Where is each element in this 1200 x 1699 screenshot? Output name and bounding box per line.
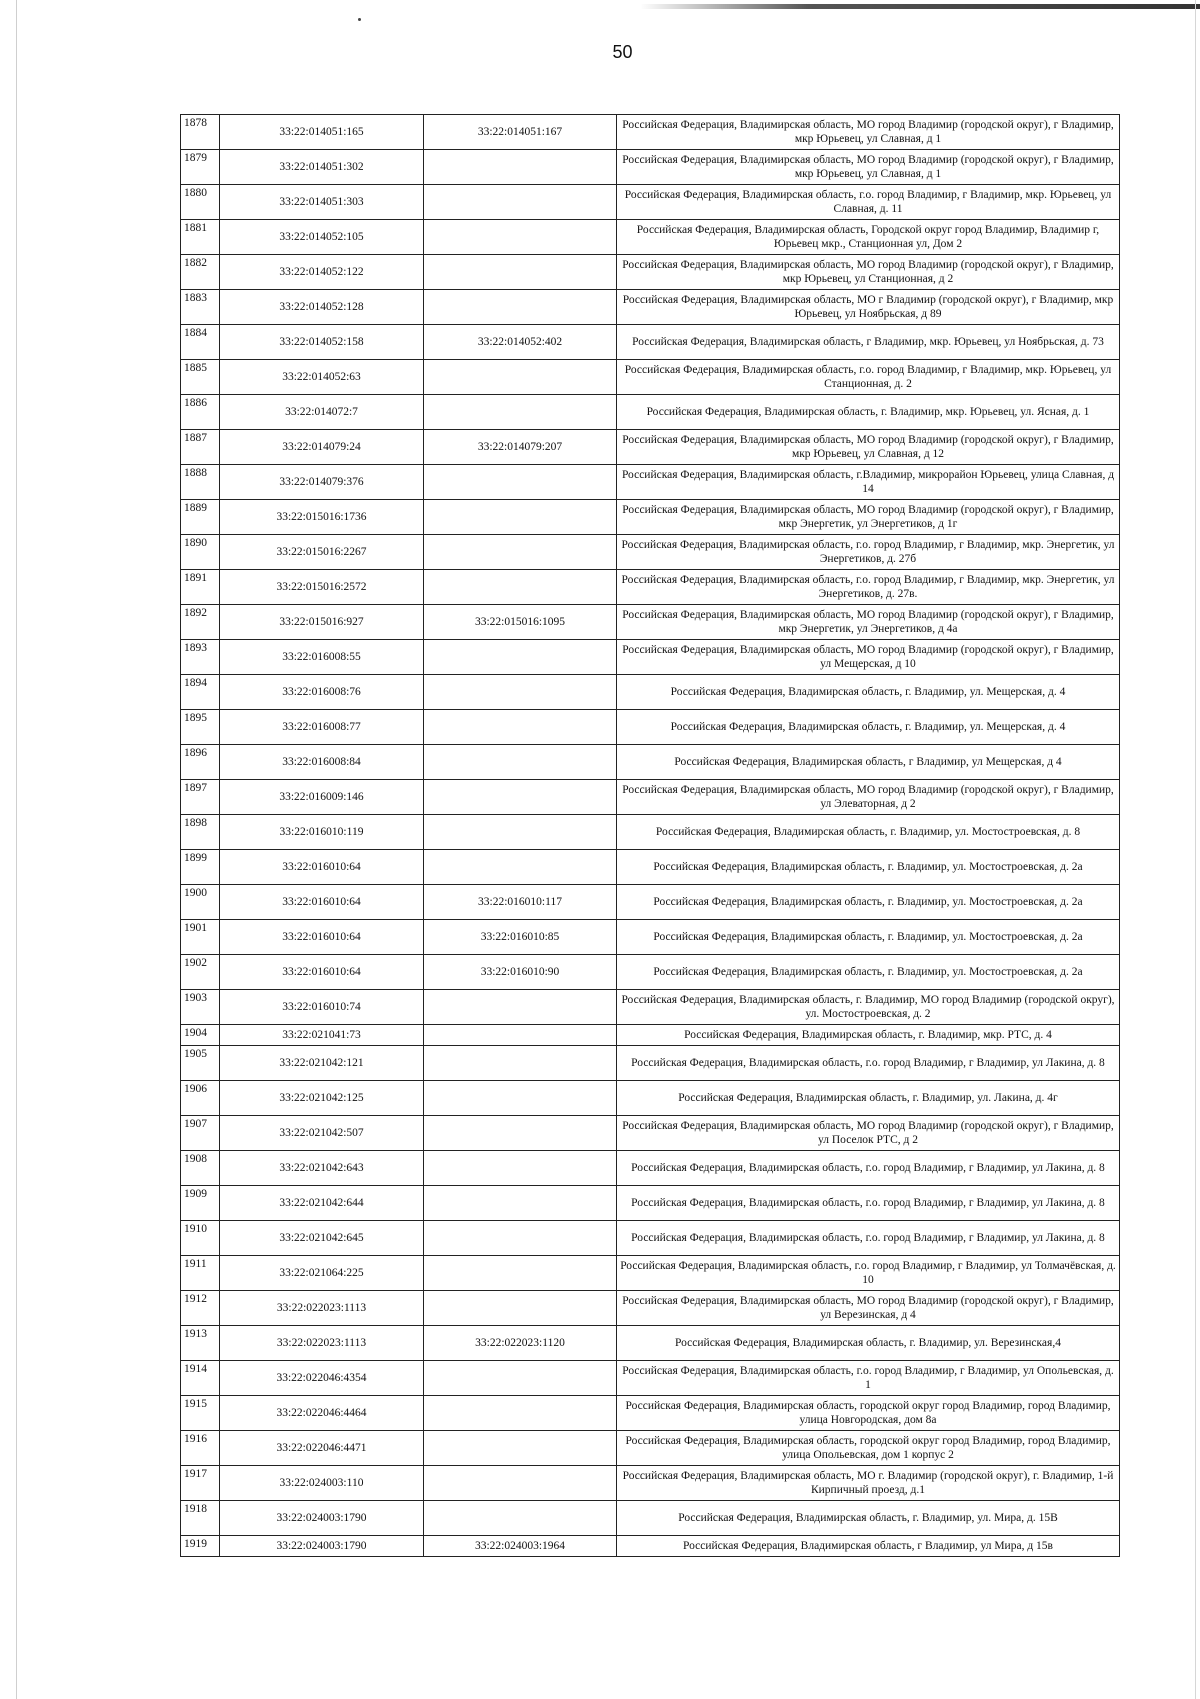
- table-row: [181, 1291, 1120, 1326]
- cadastral-number: 33:22:016010:64: [220, 885, 424, 920]
- related-cadastral-number: [424, 815, 617, 850]
- row-number: 1915: [181, 1396, 220, 1431]
- table-row: [181, 430, 1120, 465]
- row-number: 1912: [181, 1291, 220, 1326]
- address: Российская Федерация, Владимирская область, МО город Владимир (городской округ), г Владимир, ул Верезинская, д 4: [617, 1291, 1120, 1326]
- cadastral-number: 33:22:014052:158: [220, 325, 424, 360]
- related-cadastral-number: [424, 1046, 617, 1081]
- address: Российская Федерация, Владимирская область, г.о. город Владимир, г Владимир, мкр. Энергетик, ул Энергетиков, д. 27б: [617, 535, 1120, 570]
- table-row: [181, 535, 1120, 570]
- cadastral-number: 33:22:021042:121: [220, 1046, 424, 1081]
- row-number: 1886: [181, 395, 220, 430]
- cadastral-number: 33:22:015016:1736: [220, 500, 424, 535]
- related-cadastral-number: [424, 1025, 617, 1046]
- table-row: [181, 675, 1120, 710]
- table-row: [181, 1536, 1120, 1557]
- cadastral-number: 33:22:021064:225: [220, 1256, 424, 1291]
- address: Российская Федерация, Владимирская область, Городской округ город Владимир, Владимир г, Юрьевец мкр., Станционная ул, Дом 2: [617, 220, 1120, 255]
- related-cadastral-number: 33:22:016010:85: [424, 920, 617, 955]
- address: Российская Федерация, Владимирская область, МО город Владимир (городской округ), г Владимир, мкр Юрьевец, ул Славная, д 1: [617, 150, 1120, 185]
- related-cadastral-number: 33:22:024003:1964: [424, 1536, 617, 1557]
- address: Российская Федерация, Владимирская область, г.о. город Владимир, г Владимир, ул Лакина, д. 8: [617, 1221, 1120, 1256]
- address: Российская Федерация, Владимирская область, г. Владимир, ул. Мостостроевская, д. 2а: [617, 850, 1120, 885]
- table-row: [181, 850, 1120, 885]
- cadastral-number: 33:22:021042:644: [220, 1186, 424, 1221]
- cadastral-number: 33:22:015016:2572: [220, 570, 424, 605]
- related-cadastral-number: [424, 850, 617, 885]
- related-cadastral-number: 33:22:022023:1120: [424, 1326, 617, 1361]
- table-row: [181, 1256, 1120, 1291]
- address: Российская Федерация, Владимирская область, г. Владимир, ул. Мостостроевская, д. 2а: [617, 955, 1120, 990]
- row-number: 1891: [181, 570, 220, 605]
- row-number: 1881: [181, 220, 220, 255]
- address: Российская Федерация, Владимирская область, г.о. город Владимир, г Владимир, ул Лакина, д. 8: [617, 1151, 1120, 1186]
- row-number: 1919: [181, 1536, 220, 1557]
- table-row: [181, 1431, 1120, 1466]
- cadastral-number: 33:22:016008:84: [220, 745, 424, 780]
- cadastral-number: 33:22:014051:303: [220, 185, 424, 220]
- related-cadastral-number: [424, 1151, 617, 1186]
- row-number: 1898: [181, 815, 220, 850]
- row-number: 1899: [181, 850, 220, 885]
- row-number: 1907: [181, 1116, 220, 1151]
- address: Российская Федерация, Владимирская область, г.о. город Владимир, г Владимир, ул Опольевская, д. 1: [617, 1361, 1120, 1396]
- address: Российская Федерация, Владимирская область, г. Владимир, мкр. Юрьевец, ул. Ясная, д. 1: [617, 395, 1120, 430]
- row-number: 1911: [181, 1256, 220, 1291]
- related-cadastral-number: [424, 710, 617, 745]
- address: Российская Федерация, Владимирская область, г.о. город Владимир, г Владимир, мкр. Энергетик, ул Энергетиков, д. 27в.: [617, 570, 1120, 605]
- address: Российская Федерация, Владимирская область, МО город Владимир (городской округ), г Владимир, мкр Энергетик, ул Энергетиков, д 4а: [617, 605, 1120, 640]
- related-cadastral-number: [424, 1396, 617, 1431]
- cadastral-number: 33:22:014052:122: [220, 255, 424, 290]
- table-row: [181, 1151, 1120, 1186]
- related-cadastral-number: 33:22:016010:90: [424, 955, 617, 990]
- table-row: [181, 955, 1120, 990]
- related-cadastral-number: [424, 1256, 617, 1291]
- related-cadastral-number: [424, 780, 617, 815]
- row-number: 1916: [181, 1431, 220, 1466]
- address: Российская Федерация, Владимирская область, МО город Владимир (городской округ), г Владимир, ул Элеваторная, д 2: [617, 780, 1120, 815]
- table-row: [181, 1186, 1120, 1221]
- related-cadastral-number: [424, 1081, 617, 1116]
- row-number: 1878: [181, 115, 220, 150]
- cadastral-number: 33:22:021041:73: [220, 1025, 424, 1046]
- row-number: 1887: [181, 430, 220, 465]
- table-row: [181, 1466, 1120, 1501]
- related-cadastral-number: [424, 150, 617, 185]
- row-number: 1918: [181, 1501, 220, 1536]
- cadastral-number: 33:22:014051:165: [220, 115, 424, 150]
- table-row: [181, 220, 1120, 255]
- cadastral-number: 33:22:014051:302: [220, 150, 424, 185]
- address: Российская Федерация, Владимирская область, МО город Владимир (городской округ), г Владимир, мкр Юрьевец, ул Славная, д 1: [617, 115, 1120, 150]
- cadastral-number: 33:22:016010:119: [220, 815, 424, 850]
- row-number: 1909: [181, 1186, 220, 1221]
- row-number: 1903: [181, 990, 220, 1025]
- address: Российская Федерация, Владимирская область, г. Владимир, ул. Мира, д. 15В: [617, 1501, 1120, 1536]
- row-number: 1913: [181, 1326, 220, 1361]
- cadastral-number: 33:22:021042:507: [220, 1116, 424, 1151]
- row-number: 1904: [181, 1025, 220, 1046]
- related-cadastral-number: [424, 990, 617, 1025]
- table-row: [181, 500, 1120, 535]
- related-cadastral-number: [424, 535, 617, 570]
- address: Российская Федерация, Владимирская область, г.о. город Владимир, г Владимир, мкр. Юрьевец, ул Станционная, д. 2: [617, 360, 1120, 395]
- address: Российская Федерация, Владимирская область, г. Владимир, ул. Мостостроевская, д. 2а: [617, 920, 1120, 955]
- cadastral-number: 33:22:014072:7: [220, 395, 424, 430]
- cadastral-number: 33:22:016010:74: [220, 990, 424, 1025]
- address: Российская Федерация, Владимирская область, г. Владимир, ул. Верезинская,4: [617, 1326, 1120, 1361]
- table-row: [181, 1501, 1120, 1536]
- cadastral-number: 33:22:016010:64: [220, 955, 424, 990]
- related-cadastral-number: [424, 640, 617, 675]
- cadastral-number: 33:22:016009:146: [220, 780, 424, 815]
- cadastral-number: 33:22:016008:55: [220, 640, 424, 675]
- table-row: [181, 360, 1120, 395]
- table-row: [181, 1361, 1120, 1396]
- table-row: [181, 1025, 1120, 1046]
- scan-dot: [358, 18, 361, 21]
- row-number: 1885: [181, 360, 220, 395]
- cadastral-number: 33:22:014079:376: [220, 465, 424, 500]
- address: Российская Федерация, Владимирская область, городской округ город Владимир, город Владимир, улица Новгородская, дом 8а: [617, 1396, 1120, 1431]
- address: Российская Федерация, Владимирская область, г Владимир, ул Мира, д 15в: [617, 1536, 1120, 1557]
- address: Российская Федерация, Владимирская область, г. Владимир, ул. Лакина, д. 4г: [617, 1081, 1120, 1116]
- cadastral-number: 33:22:015016:927: [220, 605, 424, 640]
- related-cadastral-number: [424, 1501, 617, 1536]
- table-row: [181, 640, 1120, 675]
- related-cadastral-number: [424, 255, 617, 290]
- row-number: 1910: [181, 1221, 220, 1256]
- cadastral-number: 33:22:024003:1790: [220, 1501, 424, 1536]
- address: Российская Федерация, Владимирская область, г.Владимир, микрорайон Юрьевец, улица Славная, д 14: [617, 465, 1120, 500]
- cadastral-number: 33:22:016008:76: [220, 675, 424, 710]
- cadastral-number: 33:22:022046:4471: [220, 1431, 424, 1466]
- table-row: [181, 150, 1120, 185]
- table-row: [181, 710, 1120, 745]
- address: Российская Федерация, Владимирская область, МО г. Владимир (городской округ), г. Владимир, 1-й Кирпичный проезд, д.1: [617, 1466, 1120, 1501]
- related-cadastral-number: [424, 465, 617, 500]
- scan-artifact-top: [640, 4, 1200, 9]
- related-cadastral-number: [424, 1291, 617, 1326]
- table-row: [181, 1221, 1120, 1256]
- row-number: 1883: [181, 290, 220, 325]
- row-number: 1896: [181, 745, 220, 780]
- row-number: 1892: [181, 605, 220, 640]
- table-row: [181, 395, 1120, 430]
- row-number: 1890: [181, 535, 220, 570]
- cadastral-number: 33:22:016008:77: [220, 710, 424, 745]
- related-cadastral-number: [424, 745, 617, 780]
- scan-artifact-right-edge: [1195, 0, 1196, 1699]
- related-cadastral-number: [424, 360, 617, 395]
- address: Российская Федерация, Владимирская область, г Владимир, мкр. Юрьевец, ул Ноябрьская, д. 73: [617, 325, 1120, 360]
- cadastral-number: 33:22:022046:4464: [220, 1396, 424, 1431]
- row-number: 1894: [181, 675, 220, 710]
- row-number: 1880: [181, 185, 220, 220]
- row-number: 1889: [181, 500, 220, 535]
- related-cadastral-number: [424, 290, 617, 325]
- table-body: [181, 115, 1120, 1557]
- address: Российская Федерация, Владимирская область, городской округ город Владимир, город Владимир, улица Опольевская, дом 1 корпус 2: [617, 1431, 1120, 1466]
- related-cadastral-number: [424, 1221, 617, 1256]
- row-number: 1882: [181, 255, 220, 290]
- related-cadastral-number: 33:22:015016:1095: [424, 605, 617, 640]
- address: Российская Федерация, Владимирская область, МО город Владимир (городской округ), г Владимир, мкр Юрьевец, ул Славная, д 12: [617, 430, 1120, 465]
- table-row: [181, 570, 1120, 605]
- related-cadastral-number: [424, 1186, 617, 1221]
- row-number: 1884: [181, 325, 220, 360]
- table-row: [181, 605, 1120, 640]
- address: Российская Федерация, Владимирская область, г. Владимир, мкр. РТС, д. 4: [617, 1025, 1120, 1046]
- related-cadastral-number: [424, 1431, 617, 1466]
- address: Российская Федерация, Владимирская область, г. Владимир, ул. Мещерская, д. 4: [617, 710, 1120, 745]
- cadastral-number: 33:22:016010:64: [220, 850, 424, 885]
- row-number: 1897: [181, 780, 220, 815]
- row-number: 1893: [181, 640, 220, 675]
- related-cadastral-number: [424, 1116, 617, 1151]
- address: Российская Федерация, Владимирская область, г Владимир, ул Мещерская, д 4: [617, 745, 1120, 780]
- related-cadastral-number: [424, 185, 617, 220]
- related-cadastral-number: [424, 220, 617, 255]
- row-number: 1902: [181, 955, 220, 990]
- table-row: [181, 1116, 1120, 1151]
- related-cadastral-number: 33:22:014051:167: [424, 115, 617, 150]
- row-number: 1908: [181, 1151, 220, 1186]
- table-row: [181, 255, 1120, 290]
- table-row: [181, 1046, 1120, 1081]
- cadastral-number: 33:22:024003:110: [220, 1466, 424, 1501]
- table-row: [181, 745, 1120, 780]
- address: Российская Федерация, Владимирская область, г. Владимир, МО город Владимир (городской округ), ул. Мостостроевская, д. 2: [617, 990, 1120, 1025]
- address: Российская Федерация, Владимирская область, г. Владимир, ул. Мостостроевская, д. 2а: [617, 885, 1120, 920]
- row-number: 1914: [181, 1361, 220, 1396]
- address: Российская Федерация, Владимирская область, г. Владимир, ул. Мостостроевская, д. 8: [617, 815, 1120, 850]
- address: Российская Федерация, Владимирская область, г.о. город Владимир, г Владимир, ул Толмачёвская, д. 10: [617, 1256, 1120, 1291]
- related-cadastral-number: [424, 1361, 617, 1396]
- cadastral-number: 33:22:021042:645: [220, 1221, 424, 1256]
- table-row: [181, 465, 1120, 500]
- cadastral-number: 33:22:022023:1113: [220, 1291, 424, 1326]
- table-row: [181, 780, 1120, 815]
- cadastral-number: 33:22:022046:4354: [220, 1361, 424, 1396]
- page-number: 50: [612, 42, 633, 62]
- table-row: [181, 885, 1120, 920]
- table-row: [181, 1081, 1120, 1116]
- table-row: [181, 990, 1120, 1025]
- address: Российская Федерация, Владимирская область, МО город Владимир (городской округ), г Владимир, мкр Юрьевец, ул Станционная, д 2: [617, 255, 1120, 290]
- row-number: 1895: [181, 710, 220, 745]
- cadastral-number: 33:22:021042:125: [220, 1081, 424, 1116]
- related-cadastral-number: [424, 570, 617, 605]
- scan-artifact-left-edge: [16, 0, 17, 1699]
- related-cadastral-number: 33:22:014079:207: [424, 430, 617, 465]
- related-cadastral-number: [424, 1466, 617, 1501]
- related-cadastral-number: 33:22:014052:402: [424, 325, 617, 360]
- cadastral-number: 33:22:014052:63: [220, 360, 424, 395]
- row-number: 1900: [181, 885, 220, 920]
- cadastral-table: [180, 114, 1120, 1557]
- related-cadastral-number: [424, 500, 617, 535]
- address: Российская Федерация, Владимирская область, г. Владимир, ул. Мещерская, д. 4: [617, 675, 1120, 710]
- table-row: [181, 1326, 1120, 1361]
- cadastral-number: 33:22:022023:1113: [220, 1326, 424, 1361]
- row-number: 1901: [181, 920, 220, 955]
- row-number: 1906: [181, 1081, 220, 1116]
- row-number: 1905: [181, 1046, 220, 1081]
- cadastral-number: 33:22:014052:105: [220, 220, 424, 255]
- table-row: [181, 185, 1120, 220]
- row-number: 1879: [181, 150, 220, 185]
- address: Российская Федерация, Владимирская область, г.о. город Владимир, г Владимир, ул Лакина, д. 8: [617, 1046, 1120, 1081]
- table-row: [181, 1396, 1120, 1431]
- related-cadastral-number: [424, 675, 617, 710]
- address: Российская Федерация, Владимирская область, МО город Владимир (городской округ), г Владимир, ул Поселок РТС, д 2: [617, 1116, 1120, 1151]
- table-row: [181, 115, 1120, 150]
- table-row: [181, 920, 1120, 955]
- table-row: [181, 325, 1120, 360]
- address: Российская Федерация, Владимирская область, МО город Владимир (городской округ), г Владимир, мкр Энергетик, ул Энергетиков, д 1г: [617, 500, 1120, 535]
- cadastral-number: 33:22:021042:643: [220, 1151, 424, 1186]
- cadastral-number: 33:22:016010:64: [220, 920, 424, 955]
- table-row: [181, 815, 1120, 850]
- cadastral-number: 33:22:014079:24: [220, 430, 424, 465]
- cadastral-number: 33:22:024003:1790: [220, 1536, 424, 1557]
- table-row: [181, 290, 1120, 325]
- address: Российская Федерация, Владимирская область, г.о. город Владимир, г Владимир, мкр. Юрьевец, ул Славная, д. 11: [617, 185, 1120, 220]
- cadastral-number: 33:22:015016:2267: [220, 535, 424, 570]
- address: Российская Федерация, Владимирская область, МО город Владимир (городской округ), г Владимир, ул Мещерская, д 10: [617, 640, 1120, 675]
- related-cadastral-number: [424, 395, 617, 430]
- row-number: 1917: [181, 1466, 220, 1501]
- cadastral-number: 33:22:014052:128: [220, 290, 424, 325]
- address: Российская Федерация, Владимирская область, МО г Владимир (городской округ), г Владимир, мкр Юрьевец, ул Ноябрьская, д 89: [617, 290, 1120, 325]
- address: Российская Федерация, Владимирская область, г.о. город Владимир, г Владимир, ул Лакина, д. 8: [617, 1186, 1120, 1221]
- row-number: 1888: [181, 465, 220, 500]
- related-cadastral-number: 33:22:016010:117: [424, 885, 617, 920]
